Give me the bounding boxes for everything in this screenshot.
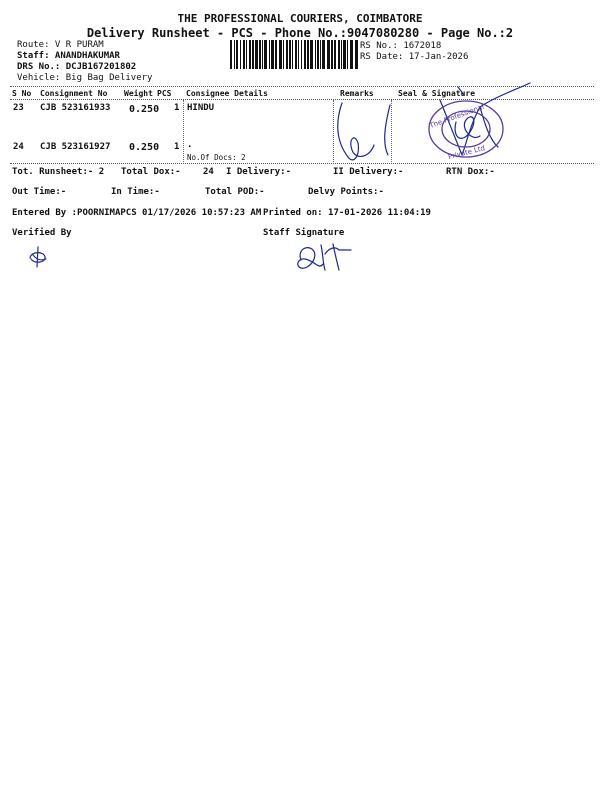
route-label: Route: V R PURAM [17,40,104,50]
barcode-bar [338,40,340,69]
barcode-bar [334,40,336,69]
barcode-bar [292,40,293,69]
col-weight: Weight [124,89,153,98]
tot-runsheet: Tot. Runsheet:- 2 [12,167,105,177]
barcode [230,40,356,69]
barcode-bar [271,40,274,69]
runsheet-subtitle: Delivery Runsheet - PCS - Phone No.:9047080280 - Page No.:2 [86,26,514,40]
barcode-bar [236,40,238,69]
company-seal [426,98,506,160]
rs-date: RS Date: 17-Jan-2026 [360,52,469,62]
col-sno: S No [12,89,32,98]
svg-text:Private Ltd: Private Ltd [447,144,486,162]
in-time: In Time:- [111,187,160,197]
barcode-bar [246,40,247,69]
rtn-dox: RTN Dox:- [446,167,495,177]
col-pcs: PCS [157,89,172,98]
barcode-bar [243,40,245,69]
barcode-bar [259,40,261,69]
row-sno: 24 [13,142,24,152]
barcode-bar [347,40,348,69]
barcode-bar [331,40,333,69]
staff-label: Staff: ANANDHAKUMAR [17,51,120,61]
barcode-bar [327,40,330,69]
col-consignee: Consignee Details [186,89,268,98]
vehicle-label: Vehicle: Big Bag Delivery [17,73,153,83]
table-top-rule [10,86,594,87]
svg-text:The Professional: The Professional [428,102,486,130]
verifier-initials [28,246,50,268]
staff-signature [295,240,355,276]
barcode-bar [240,40,241,69]
col-remarks: Remarks [340,89,374,98]
barcode-bar [310,40,313,69]
barcode-bar [234,40,235,69]
barcode-bar [249,40,251,69]
barcode-bar [286,40,288,69]
barcode-bar [350,40,353,69]
ii-delivery: II Delivery:- [333,167,404,177]
barcode-bar [320,40,321,69]
barcode-bar [307,40,309,69]
i-delivery: I Delivery:- [226,167,292,177]
barcode-bar [289,40,291,69]
out-time: Out Time:- [12,187,67,197]
barcode-bar [315,40,316,69]
verified-by-label: Verified By [12,228,72,238]
drs-number: DRS No.: DCJB167201802 [17,62,137,72]
barcode-bar [230,40,232,69]
row-weight: 0.250 [129,104,160,115]
barcode-bar [269,40,270,69]
barcode-bar [252,40,254,69]
barcode-bar [262,40,263,69]
total-dox-value: 24 [203,167,214,177]
col-seal-signature: Seal & Signature [398,89,476,98]
barcode-bar [283,40,284,69]
barcode-bar [301,40,302,69]
barcode-bar [317,40,319,69]
total-dox-label: Total Dox:- [121,167,181,177]
row-pcs: 1 [174,103,180,113]
row-consignment: CJB 523161927 [40,142,111,152]
rs-number: RS No.: 1672018 [360,41,442,51]
barcode-bar [304,40,306,69]
barcode-bar [279,40,282,69]
row-consignment: CJB 523161933 [40,103,111,113]
row-consignee: . [187,140,193,150]
entered-by: Entered By :POORNIMAPCS 01/17/2026 10:57:23 AM [12,208,262,218]
row-doc-count: No.Of Docs: 2 [187,153,246,162]
col-divider [183,100,184,162]
company-title: THE PROFESSIONAL COURIERS, COIMBATORE [177,12,423,25]
barcode-bar [264,40,267,69]
barcode-bar [322,40,325,69]
row-pcs: 1 [174,142,180,152]
barcode-bar [275,40,277,69]
row-consignee: HINDU [187,103,215,113]
total-pod: Total POD:- [205,187,265,197]
barcode-bar [255,40,258,69]
col-consignment: Consignment No [40,89,108,98]
delvy-points: Delvy Points:- [308,187,384,197]
barcode-bar [355,40,358,69]
row-weight: 0.250 [129,142,160,153]
barcode-bar [295,40,297,69]
row-sno: 23 [13,103,24,113]
barcode-bar [298,40,299,69]
barcode-bar [341,40,342,69]
printed-on: Printed on: 17-01-2026 11:04:19 [263,208,431,218]
barcode-bar [343,40,346,69]
staff-signature-label: Staff Signature [263,228,345,238]
